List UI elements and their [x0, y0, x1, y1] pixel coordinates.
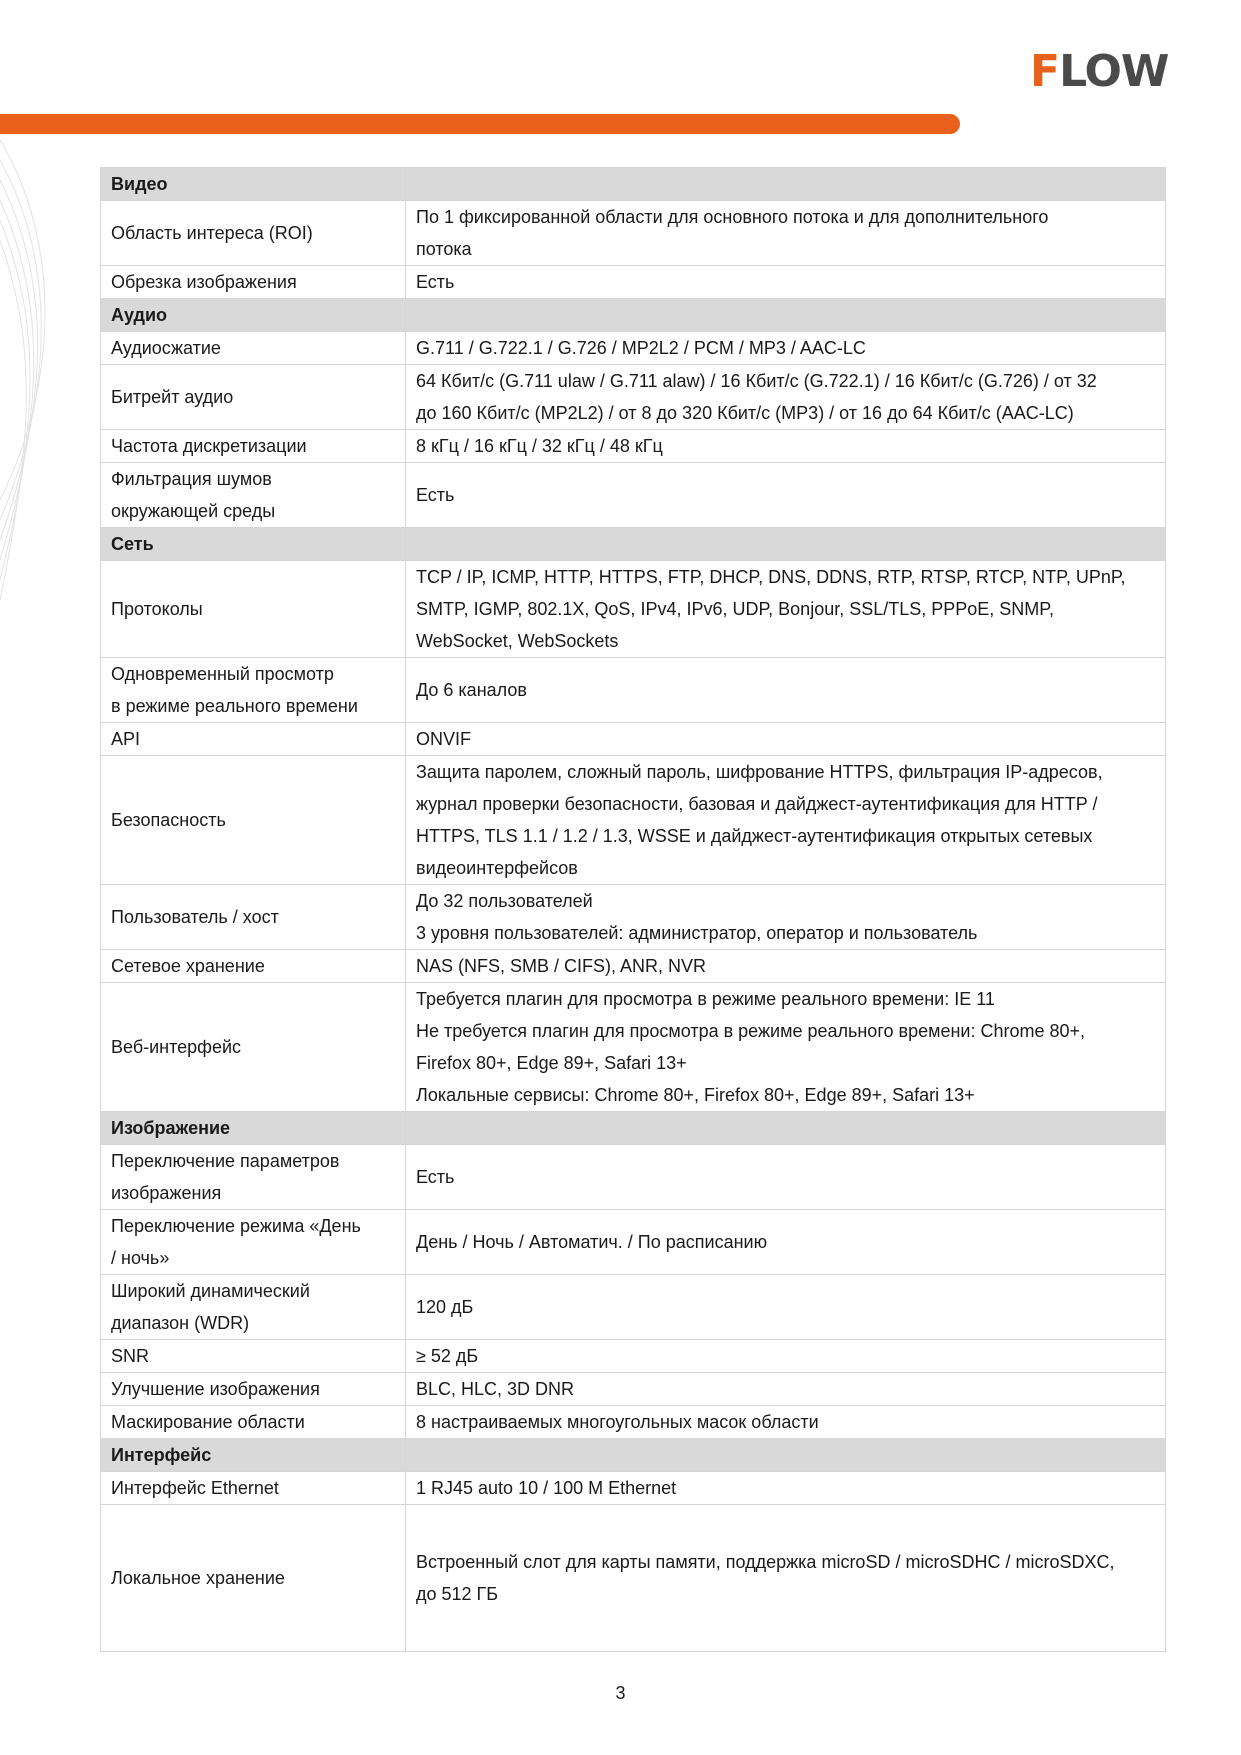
spec-label-line: Аудиосжатие [111, 338, 221, 358]
spec-value [406, 885, 1166, 950]
section-header-row [101, 1439, 1166, 1472]
spec-value-line: журнал проверки безопасности, базовая и дайджест-аутентификация для HTTP / [416, 794, 1098, 814]
spec-label-line: Сетевое хранение [111, 956, 265, 976]
spec-row [101, 266, 1166, 299]
header-accent-bar [0, 114, 960, 134]
spec-value-line: ONVIF [416, 729, 472, 749]
spec-value [406, 1505, 1166, 1652]
spec-row [101, 723, 1166, 756]
spec-label-line: Переключение режима «День [111, 1216, 361, 1236]
spec-label [101, 332, 406, 365]
spec-value-line: По 1 фиксированной области для основного потока и для дополнительного [416, 207, 1049, 227]
spec-value [406, 332, 1166, 365]
specifications-table [100, 167, 1166, 1652]
spec-value [406, 756, 1166, 885]
spec-row [101, 756, 1166, 885]
spec-label-line: окружающей среды [111, 501, 276, 521]
spec-value-line: 3 уровня пользователей: администратор, оператор и пользователь [416, 923, 978, 943]
spec-value-line: BLC, HLC, 3D DNR [416, 1379, 575, 1399]
section-title: Интерфейс [101, 1439, 406, 1472]
spec-label-line: в режиме реального времени [111, 696, 358, 716]
spec-label-line: Широкий динамический [111, 1281, 310, 1301]
spec-value-line: TCP / IP, ICMP, HTTP, HTTPS, FTP, DHCP, DNS, DDNS, RTP, RTSP, RTCP, NTP, UPnP, [416, 567, 1126, 587]
decorative-curves [0, 120, 70, 620]
spec-value-line: Требуется плагин для просмотра в режиме реального времени: IE 11 [416, 989, 995, 1009]
spec-value [406, 266, 1166, 299]
spec-value-line: Встроенный слот для карты памяти, поддержка microSD / microSDHC / microSDXC, [416, 1552, 1115, 1572]
spec-label [101, 365, 406, 430]
spec-value [406, 1145, 1166, 1210]
spec-label-line: Одновременный просмотр [111, 664, 334, 684]
spec-row [101, 1145, 1166, 1210]
section-filler [406, 1439, 1166, 1472]
spec-label-line: Веб-интерфейс [111, 1037, 242, 1057]
spec-value [406, 365, 1166, 430]
spec-label-line: Область интереса (ROI) [111, 223, 313, 243]
spec-label [101, 723, 406, 756]
spec-value-line: Firefox 80+, Edge 89+, Safari 13+ [416, 1053, 687, 1073]
section-title: Видео [101, 168, 406, 201]
spec-row [101, 1275, 1166, 1340]
spec-row [101, 430, 1166, 463]
spec-label [101, 885, 406, 950]
spec-label-line: Безопасность [111, 810, 226, 830]
spec-label [101, 950, 406, 983]
spec-row [101, 1210, 1166, 1275]
spec-label-line: изображения [111, 1183, 222, 1203]
spec-value-line: до 512 ГБ [416, 1584, 499, 1604]
spec-label-line: Переключение параметров [111, 1151, 340, 1171]
spec-label-line: Локальное хранение [111, 1568, 285, 1588]
spec-label [101, 1373, 406, 1406]
spec-value-line: Локальные сервисы: Chrome 80+, Firefox 80+, Edge 89+, Safari 13+ [416, 1085, 975, 1105]
spec-value-line: 8 кГц / 16 кГц / 32 кГц / 48 кГц [416, 436, 663, 456]
spec-value [406, 1472, 1166, 1505]
spec-label [101, 983, 406, 1112]
section-header-row [101, 1112, 1166, 1145]
spec-value [406, 950, 1166, 983]
section-header-row [101, 299, 1166, 332]
spec-label-line: Обрезка изображения [111, 272, 297, 292]
spec-row [101, 463, 1166, 528]
spec-value-line: до 160 Кбит/с (MP2L2) / от 8 до 320 Кбит/с (MP3) / от 16 до 64 Кбит/с (AAC-LC) [416, 403, 1074, 423]
spec-label-line: / ночь» [111, 1248, 170, 1268]
spec-label [101, 1406, 406, 1439]
spec-value-line: Есть [416, 1167, 455, 1187]
spec-label [101, 756, 406, 885]
spec-row [101, 1406, 1166, 1439]
spec-row [101, 658, 1166, 723]
spec-value [406, 1340, 1166, 1373]
section-filler [406, 299, 1166, 332]
spec-row [101, 561, 1166, 658]
spec-value [406, 1275, 1166, 1340]
spec-label-line: диапазон (WDR) [111, 1313, 250, 1333]
spec-value [406, 430, 1166, 463]
spec-row [101, 201, 1166, 266]
spec-value [406, 658, 1166, 723]
spec-value-line: видеоинтерфейсов [416, 858, 578, 878]
spec-value-line: 120 дБ [416, 1297, 474, 1317]
section-header-row [101, 168, 1166, 201]
spec-label [101, 463, 406, 528]
spec-value-line: День / Ночь / Автоматич. / По расписанию [416, 1232, 768, 1252]
spec-label [101, 1340, 406, 1373]
spec-value-line: 8 настраиваемых многоугольных масок области [416, 1412, 819, 1432]
spec-value [406, 1406, 1166, 1439]
spec-value-line: ≥ 52 дБ [416, 1346, 479, 1366]
section-filler [406, 528, 1166, 561]
spec-value-line: HTTPS, TLS 1.1 / 1.2 / 1.3, WSSE и дайджест-аутентификация открытых сетевых [416, 826, 1093, 846]
spec-value-line: Есть [416, 272, 455, 292]
spec-label-line: Битрейт аудио [111, 387, 234, 407]
spec-value-line: 64 Кбит/с (G.711 ulaw / G.711 alaw) / 16 Кбит/с (G.722.1) / 16 Кбит/с (G.726) / от 32 [416, 371, 1097, 391]
spec-value [406, 201, 1166, 266]
page-number: 3 [615, 1683, 626, 1703]
spec-value [406, 561, 1166, 658]
spec-value-line: G.711 / G.722.1 / G.726 / MP2L2 / PCM / MP3 / AAC-LC [416, 338, 866, 358]
spec-row [101, 950, 1166, 983]
spec-value [406, 1210, 1166, 1275]
spec-row [101, 332, 1166, 365]
spec-value-line: До 6 каналов [416, 680, 527, 700]
spec-label-line: Фильтрация шумов [111, 469, 272, 489]
spec-label [101, 201, 406, 266]
spec-label-line: Улучшение изображения [111, 1379, 320, 1399]
spec-value-line: SMTP, IGMP, 802.1X, QoS, IPv4, IPv6, UDP, Bonjour, SSL/TLS, PPPoE, SNMP, [416, 599, 1054, 619]
spec-value [406, 463, 1166, 528]
spec-value-line: 1 RJ45 auto 10 / 100 M Ethernet [416, 1478, 677, 1498]
spec-row [101, 1373, 1166, 1406]
spec-label-line: API [111, 729, 141, 749]
spec-label [101, 1472, 406, 1505]
spec-label [101, 1210, 406, 1275]
section-header-row [101, 528, 1166, 561]
spec-label-line: Интерфейс Ethernet [111, 1478, 279, 1498]
spec-label-line: Частота дискретизации [111, 436, 307, 456]
spec-label [101, 561, 406, 658]
spec-label [101, 266, 406, 299]
spec-value-line: Есть [416, 485, 455, 505]
spec-row [101, 1472, 1166, 1505]
spec-label [101, 1505, 406, 1652]
spec-label-line: Маскирование области [111, 1412, 305, 1432]
section-filler [406, 1112, 1166, 1145]
spec-label [101, 1145, 406, 1210]
spec-label [101, 658, 406, 723]
spec-label [101, 430, 406, 463]
section-title: Изображение [101, 1112, 406, 1145]
spec-label-line: Протоколы [111, 599, 203, 619]
spec-value-line: потока [416, 239, 472, 259]
spec-value-line: WebSocket, WebSockets [416, 631, 619, 651]
spec-value [406, 983, 1166, 1112]
spec-row [101, 885, 1166, 950]
spec-row [101, 1505, 1166, 1652]
flow-logo: FLOW [1030, 46, 1169, 97]
spec-value-line: Защита паролем, сложный пароль, шифрование HTTPS, фильтрация IP-адресов, [416, 762, 1103, 782]
spec-row [101, 983, 1166, 1112]
spec-value [406, 723, 1166, 756]
spec-value-line: Не требуется плагин для просмотра в режиме реального времени: Chrome 80+, [416, 1021, 1086, 1041]
section-title: Аудио [101, 299, 406, 332]
spec-value-line: До 32 пользователей [416, 891, 593, 911]
spec-label-line: SNR [111, 1346, 150, 1366]
spec-row [101, 1340, 1166, 1373]
spec-value-line: NAS (NFS, SMB / CIFS), ANR, NVR [416, 956, 707, 976]
section-filler [406, 168, 1166, 201]
spec-row [101, 365, 1166, 430]
spec-label-line: Пользователь / хост [111, 907, 279, 927]
section-title: Сеть [101, 528, 406, 561]
spec-label [101, 1275, 406, 1340]
spec-value [406, 1373, 1166, 1406]
